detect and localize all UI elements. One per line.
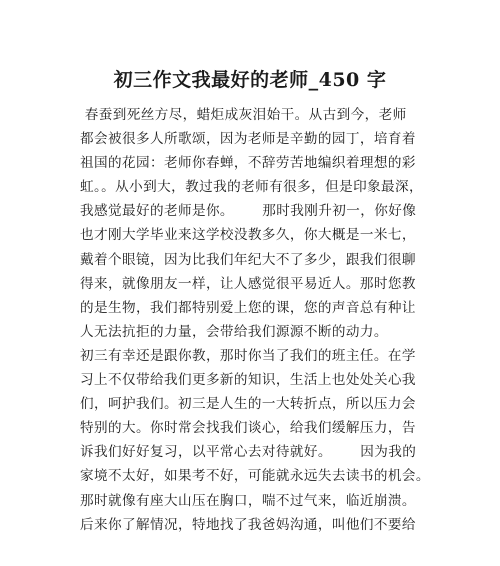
text-line: 初三有幸还是跟你教，那时你当了我们的班主任。在学 xyxy=(80,347,416,364)
text-line: 诉我们好好复习，以平常心去对待就好。 因为我的 xyxy=(80,444,417,461)
text-line: 们，呵护我们。初三是人生的一大转折点，所以压力会 xyxy=(80,396,416,413)
text-line: 虹。。从小到大，教过我的老师有很多，但是印象最深， xyxy=(80,179,424,196)
text-line: 春蚕到死丝方尽，蜡炬成灰泪始干。从古到今，老师 xyxy=(80,107,407,123)
text-line: 我感觉最好的老师是你。 那时我刚升初一，你好像 xyxy=(80,203,417,220)
text-line: 习上不仅带给我们更多新的知识，生活上也处处关心我 xyxy=(80,372,416,389)
text-line: 后来你了解情况，特地找了我爸妈沟通，叫他们不要给 xyxy=(80,516,416,533)
text-line: 都会被很多人所歌颂，因为老师是辛勤的园丁，培育着 xyxy=(80,131,416,148)
text-line: 人无法抗拒的力量，会带给我们源源不断的动力。 xyxy=(80,323,388,340)
essay-body xyxy=(80,103,430,537)
text-line: 家境不太好，如果考不好，可能就永远失去读书的机会。 xyxy=(80,468,430,485)
text-line: 得来，就像朋友一样，让人感觉很平易近人。那时您教 xyxy=(80,275,416,292)
text-line: 也才刚大学毕业来这学校没教多久，你大概是一米七， xyxy=(80,227,416,244)
page-title: 初三作文我最好的老师_450 字 xyxy=(113,69,387,91)
text-line: 特别的大。你时常会找我们谈心，给我们缓解压力，告 xyxy=(80,420,416,437)
text-line: 祖国的花园：老师你春蝉，不辞劳苦地编织着理想的彩 xyxy=(80,155,416,172)
text-line: 戴着个眼镜，因为比我们年纪大不了多少，跟我们很聊 xyxy=(80,251,416,268)
text-line: 的是生物，我们都特别爱上您的课，您的声音总有种让 xyxy=(80,299,416,316)
text-line: 那时就像有座大山压在胸口，喘不过气来，临近崩溃。 xyxy=(80,492,416,509)
